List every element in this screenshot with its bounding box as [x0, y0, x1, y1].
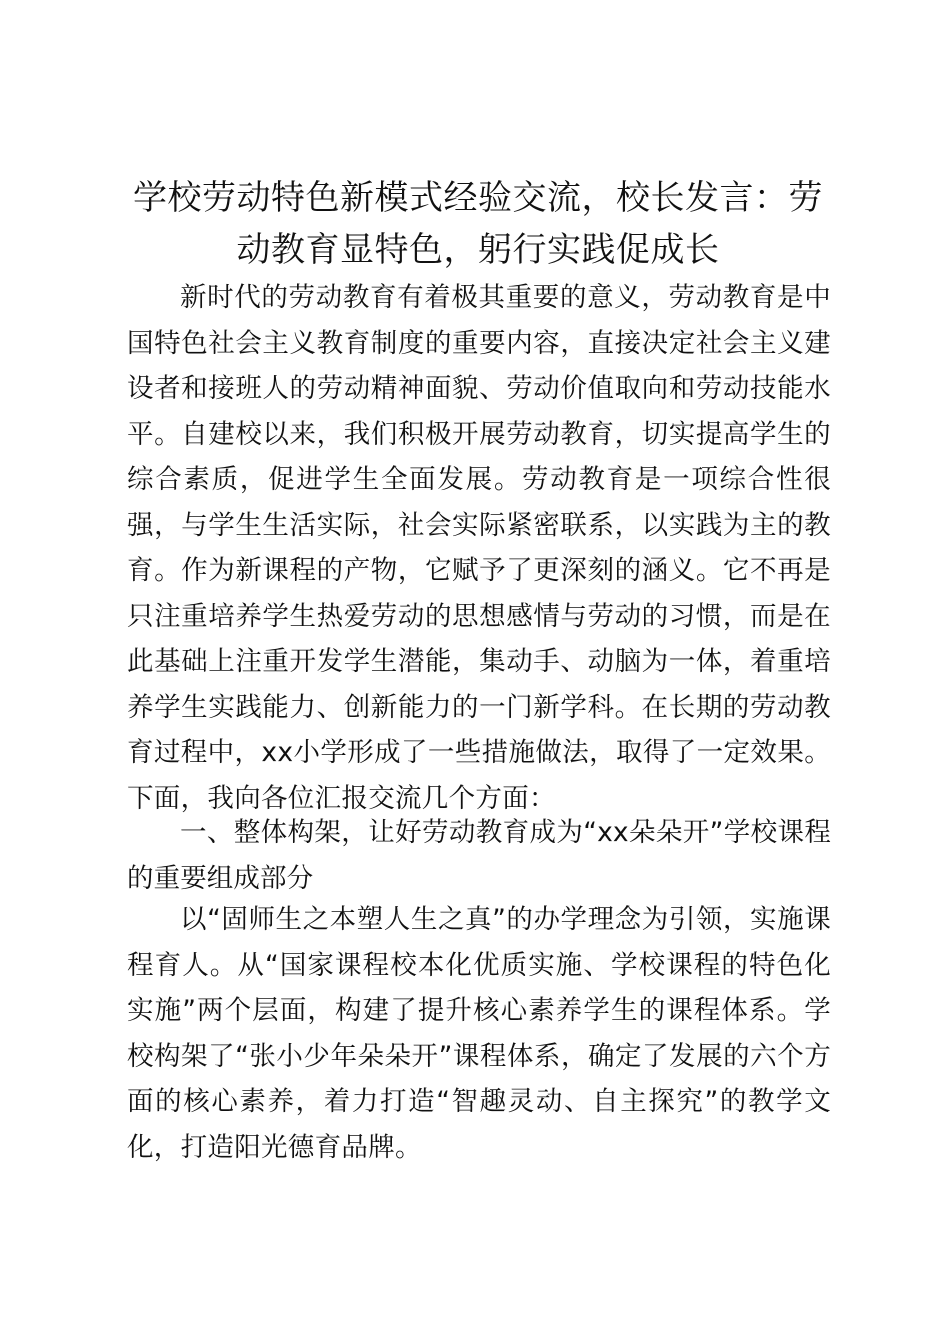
section-paragraph: 以“固师生之本塑人生之真”的办学理念为引领，实施课程育人。从“国家课程校本化优质实施、学校课程的特色化实施”两个层面，构建了提升核心素养学生的课程体系。学校构架了“张小少年朵朵开”课程体系，确定了发展的六个方面的核心素养，着力打造“智趣灵动、自主探究”的教学文化，打造阳光德育品牌。: [127, 904, 831, 1163]
intro-paragraph: 新时代的劳动教育有着极其重要的意义，劳动教育是中国特色社会主义教育制度的重要内容，直接决定社会主义建设者和接班人的劳动精神面貌、劳动价值取向和劳动技能水平。自建校以来，我们积极开展劳动教育，切实提高学生的综合素质，促进学生全面发展。劳动教育是一项综合性很强，与学生生活实际，社会实际紧密联系，以实践为主的教育。作为新课程的产物，它赋予了更深刻的涵义。它不再是只注重培养学生热爱劳动的思想感情与劳动的习惯，而是在此基础上注重开发学生潜能，集动手、动脑为一体，着重培养学生实践能力、创新能力的一门新学科。在长期的劳动教育过程中，xx小学形成了一些措施做法，取得了一定效果。下面，我向各位汇报交流几个方面：: [127, 282, 831, 814]
document-title: 学校劳动特色新模式经验交流，校长发言：劳动教育显特色，躬行实践促成长: [133, 178, 823, 270]
section-heading: 一、整体构架，让好劳动教育成为“xx朵朵开”学校课程的重要组成部分: [127, 817, 831, 894]
